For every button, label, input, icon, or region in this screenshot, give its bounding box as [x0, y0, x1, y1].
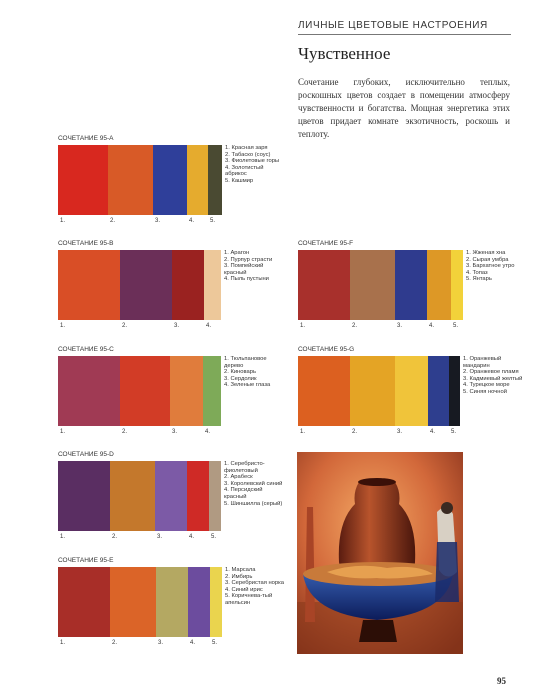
color-swatch: [120, 250, 172, 320]
legend-item: 5. Кашмир: [225, 177, 254, 184]
swatch-numbers: [298, 323, 463, 331]
color-swatch: [203, 356, 221, 426]
color-legend: [224, 356, 284, 389]
swatch-number: 1.: [300, 323, 306, 329]
color-swatch: [395, 250, 427, 320]
swatch-numbers: [298, 429, 460, 437]
legend-item: 2. Сырая умбра: [466, 256, 509, 263]
color-swatch: [58, 356, 120, 426]
color-swatch: [120, 356, 170, 426]
legend-item: 4. Турецкое море: [463, 382, 510, 389]
legend-item: 3. Королевский синий: [224, 480, 283, 487]
swatch-numbers: [58, 323, 221, 331]
color-swatch: [350, 356, 395, 426]
combination-label: СОЧЕТАНИЕ 95-G: [298, 346, 355, 353]
color-swatch: [153, 145, 187, 215]
color-legend: [463, 356, 523, 396]
color-swatch: [449, 356, 460, 426]
interior-photo: [297, 452, 463, 654]
combination-label: СОЧЕТАНИЕ 95-D: [58, 451, 114, 458]
color-swatch: [298, 250, 350, 320]
swatch-number: 3.: [172, 429, 178, 435]
legend-item: 3. Фиолетовые горы: [225, 158, 280, 165]
legend-item: 3. Серебристая норка: [225, 580, 285, 587]
legend-item: 5. Шиншилла (серый): [224, 500, 283, 507]
color-strip: [298, 356, 460, 426]
swatch-numbers: [58, 640, 222, 648]
legend-item: 5. Синяя ночной: [463, 388, 507, 395]
swatch-number: 1.: [60, 323, 66, 329]
swatch-number: 5.: [211, 534, 217, 540]
color-legend: [225, 567, 285, 607]
swatch-number: 3.: [397, 429, 403, 435]
vase-bowl-image: [297, 452, 463, 654]
color-swatch: [298, 356, 350, 426]
swatch-number: 2.: [122, 429, 128, 435]
swatch-number: 4.: [430, 429, 436, 435]
color-swatch: [58, 145, 108, 215]
color-legend: [224, 250, 284, 283]
color-strip: [298, 250, 463, 320]
combination-label: СОЧЕТАНИЕ 95-Е: [58, 557, 114, 564]
swatch-number: 4.: [189, 534, 195, 540]
combination-label: СОЧЕТАНИЕ 95-В: [58, 240, 114, 247]
legend-item: 1. Серебристо-фиолетовый: [224, 461, 265, 474]
swatch-number: 3.: [157, 534, 163, 540]
swatch-number: 5.: [212, 640, 218, 646]
legend-item: 1. Красная заря: [225, 145, 268, 151]
color-swatch: [209, 461, 221, 531]
combination-label: СОЧЕТАНИЕ 95-F: [298, 240, 354, 247]
swatch-number: 2.: [110, 218, 116, 224]
legend-item: 5. Коричнева-тый апельсин: [225, 593, 273, 606]
color-swatch: [210, 567, 222, 637]
legend-item: 1. Жженая хна: [466, 250, 506, 256]
intro-paragraph: Сочетание глубоких, исключительно теплых, роскошных цветов создает в помещении атмосферу чувственности и богатства. Мощная энергетика этих цветов придает комнате экзотичность, роскошь и теплоту.: [298, 77, 510, 139]
color-swatch: [204, 250, 221, 320]
legend-item: 4. Пыль пустыни: [224, 276, 269, 283]
legend-item: 2. Табаско (соус): [225, 151, 271, 158]
swatch-numbers: [58, 534, 221, 542]
legend-item: 1. Оранжевый мандарин: [463, 356, 502, 369]
color-swatch: [451, 250, 463, 320]
legend-item: 4. Синий ирис: [225, 586, 263, 593]
legend-item: 4. Золотистый абрикос: [225, 164, 264, 178]
legend-item: 3. Сердолик: [224, 375, 257, 382]
legend-item: 5. Янтарь: [466, 276, 492, 283]
swatch-number: 4.: [190, 640, 196, 646]
swatch-number: 3.: [174, 323, 180, 329]
swatch-number: 2.: [352, 429, 358, 435]
legend-item: 3. Кадмиевый желтый: [463, 375, 523, 382]
swatch-number: 1.: [60, 534, 66, 540]
swatch-numbers: [58, 218, 222, 226]
legend-item: 2. Пурпур страсти: [224, 256, 273, 263]
swatch-number: 4.: [189, 218, 195, 224]
swatch-number: 5.: [210, 218, 216, 224]
swatch-number: 4.: [429, 323, 435, 329]
color-strip: [58, 356, 221, 426]
legend-item: 4. Топаз: [466, 269, 488, 276]
swatch-number: 4.: [206, 323, 212, 329]
swatch-number: 2.: [122, 323, 128, 329]
swatch-number: 1.: [60, 429, 66, 435]
color-strip: [58, 145, 222, 215]
swatch-number: 1.: [60, 218, 66, 224]
swatch-number: 2.: [112, 534, 118, 540]
color-strip: [58, 461, 221, 531]
color-swatch: [58, 250, 120, 320]
color-swatch: [110, 461, 155, 531]
legend-item: 2. Арабеск: [224, 474, 253, 481]
color-swatch: [208, 145, 222, 215]
legend-item: 1. Марсала: [225, 567, 256, 573]
swatch-number: 5.: [453, 323, 459, 329]
swatch-number: 5.: [451, 429, 457, 435]
color-swatch: [58, 567, 110, 637]
swatch-number: 1.: [300, 429, 306, 435]
color-swatch: [108, 145, 153, 215]
color-swatch: [58, 461, 110, 531]
color-swatch: [395, 356, 428, 426]
swatch-number: 4.: [205, 429, 211, 435]
legend-item: 4. Персидский красный: [224, 487, 263, 500]
color-legend: [225, 145, 285, 185]
color-swatch: [187, 461, 209, 531]
color-swatch: [350, 250, 395, 320]
legend-item: 1. Арагон: [224, 250, 250, 256]
color-swatch: [155, 461, 187, 531]
legend-item: 2. Оранжевое пламя: [463, 369, 519, 376]
legend-item: 4. Зеленые глаза: [224, 382, 271, 389]
legend-item: 3. Бархатное утро: [466, 263, 515, 270]
legend-item: 2. Киноварь: [224, 369, 256, 376]
swatch-number: 3.: [155, 218, 161, 224]
swatch-number: 3.: [158, 640, 164, 646]
swatch-number: 2.: [112, 640, 118, 646]
color-swatch: [170, 356, 203, 426]
section-header: ЛИЧНЫЕ ЦВЕТОВЫЕ НАСТРОЕНИЯ: [298, 20, 511, 35]
swatch-number: 3.: [397, 323, 403, 329]
combination-label: СОЧЕТАНИЕ 95-С: [58, 346, 114, 353]
color-swatch: [172, 250, 204, 320]
legend-item: 1. Тюльпановое дерево: [224, 356, 267, 369]
color-swatch: [187, 145, 208, 215]
color-legend: [224, 461, 284, 507]
color-swatch: [156, 567, 188, 637]
color-swatch: [427, 250, 451, 320]
page-title: Чувственное: [298, 44, 391, 63]
color-strip: [58, 567, 222, 637]
legend-item: 2. Имбирь: [225, 573, 253, 580]
combination-label: СОЧЕТАНИЕ 95-А: [58, 135, 114, 142]
legend-item: 3. Помпейский красный: [224, 263, 264, 276]
color-legend: [466, 250, 526, 283]
page-number: 95: [497, 676, 506, 686]
color-swatch: [188, 567, 210, 637]
swatch-number: 1.: [60, 640, 66, 646]
swatch-number: 2.: [352, 323, 358, 329]
swatch-numbers: [58, 429, 221, 437]
color-swatch: [110, 567, 156, 637]
color-strip: [58, 250, 221, 320]
color-swatch: [428, 356, 449, 426]
